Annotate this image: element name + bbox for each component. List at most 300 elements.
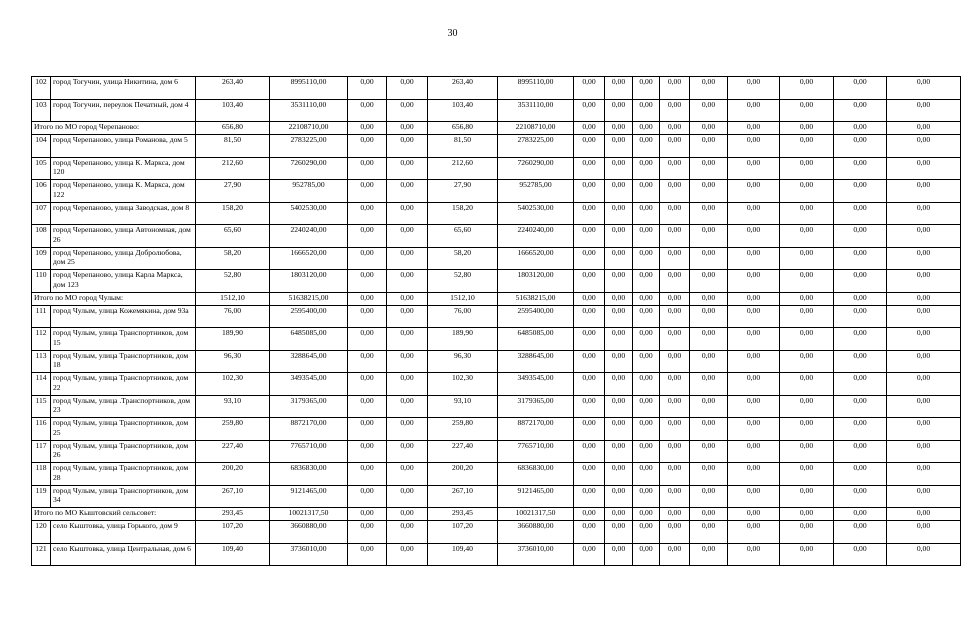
zero-value-cell: 0,00 <box>887 521 961 544</box>
zero-value-cell: 0,00 <box>728 543 780 566</box>
zero-value-cell: 0,00 <box>887 463 961 486</box>
value-cell-f: 7260290,00 <box>498 157 574 180</box>
address-cell: город Черепаново, улица Карла Маркса, дом 123 <box>51 270 196 293</box>
address-cell: город Черепаново, улица К. Маркса, дом 122 <box>51 180 196 203</box>
value-cell-c: 0,00 <box>348 99 387 122</box>
zero-value-cell: 0,00 <box>660 373 690 396</box>
zero-value-cell: 0,00 <box>780 135 834 158</box>
zero-value-cell: 0,00 <box>780 418 834 441</box>
zero-value-cell: 0,00 <box>605 247 633 270</box>
zero-value-cell: 0,00 <box>574 270 605 293</box>
row-number: 116 <box>32 418 51 441</box>
zero-value-cell: 0,00 <box>605 440 633 463</box>
zero-value-cell: 0,00 <box>690 135 728 158</box>
zero-value-cell: 0,00 <box>605 463 633 486</box>
zero-value-cell: 0,00 <box>887 395 961 418</box>
value-cell-a: 27,90 <box>196 180 270 203</box>
zero-value-cell: 0,00 <box>660 77 690 100</box>
value-cell-d: 0,00 <box>387 99 428 122</box>
zero-value-cell: 0,00 <box>574 202 605 225</box>
value-cell-c: 0,00 <box>348 395 387 418</box>
zero-value-cell: 0,00 <box>780 122 834 135</box>
zero-value-cell: 0,00 <box>887 508 961 521</box>
zero-value-cell: 0,00 <box>728 508 780 521</box>
value-cell-d: 0,00 <box>387 270 428 293</box>
zero-value-cell: 0,00 <box>834 122 887 135</box>
value-cell-a: 103,40 <box>196 99 270 122</box>
zero-value-cell: 0,00 <box>633 99 660 122</box>
zero-value-cell: 0,00 <box>728 99 780 122</box>
zero-value-cell: 0,00 <box>633 395 660 418</box>
zero-value-cell: 0,00 <box>780 395 834 418</box>
value-cell-e: 227,40 <box>428 440 498 463</box>
zero-value-cell: 0,00 <box>834 270 887 293</box>
value-cell-e: 93,10 <box>428 395 498 418</box>
value-cell-c: 0,00 <box>348 418 387 441</box>
value-cell-b: 22108710,00 <box>270 122 348 135</box>
zero-value-cell: 0,00 <box>690 122 728 135</box>
value-cell-c: 0,00 <box>348 350 387 373</box>
value-cell-e: 267,10 <box>428 485 498 508</box>
value-cell-a: 263,40 <box>196 77 270 100</box>
zero-value-cell: 0,00 <box>780 292 834 305</box>
zero-value-cell: 0,00 <box>728 292 780 305</box>
value-cell-e: 1512,10 <box>428 292 498 305</box>
row-number: 104 <box>32 135 51 158</box>
row-number: 120 <box>32 521 51 544</box>
zero-value-cell: 0,00 <box>633 543 660 566</box>
zero-value-cell: 0,00 <box>660 135 690 158</box>
zero-value-cell: 0,00 <box>574 521 605 544</box>
zero-value-cell: 0,00 <box>633 463 660 486</box>
zero-value-cell: 0,00 <box>574 418 605 441</box>
zero-value-cell: 0,00 <box>574 508 605 521</box>
table-row <box>32 373 961 396</box>
value-cell-b: 7765710,00 <box>270 440 348 463</box>
zero-value-cell: 0,00 <box>690 508 728 521</box>
row-number: 115 <box>32 395 51 418</box>
zero-value-cell: 0,00 <box>660 202 690 225</box>
subtotal-label: Итого по МО город Чулым: <box>32 292 196 305</box>
zero-value-cell: 0,00 <box>633 202 660 225</box>
value-cell-f: 6836830,00 <box>498 463 574 486</box>
zero-value-cell: 0,00 <box>690 77 728 100</box>
zero-value-cell: 0,00 <box>633 225 660 248</box>
zero-value-cell: 0,00 <box>887 225 961 248</box>
address-cell: город Чулым, улица Транспортников, дом 22 <box>51 373 196 396</box>
zero-value-cell: 0,00 <box>605 270 633 293</box>
value-cell-b: 8872170,00 <box>270 418 348 441</box>
value-cell-c: 0,00 <box>348 485 387 508</box>
value-cell-f: 2595400,00 <box>498 305 574 328</box>
value-cell-d: 0,00 <box>387 395 428 418</box>
zero-value-cell: 0,00 <box>780 225 834 248</box>
zero-value-cell: 0,00 <box>574 485 605 508</box>
table-row <box>32 270 961 293</box>
row-number: 105 <box>32 157 51 180</box>
zero-value-cell: 0,00 <box>728 135 780 158</box>
value-cell-c: 0,00 <box>348 328 387 351</box>
address-cell: город Черепаново, улица Заводская, дом 8 <box>51 202 196 225</box>
table-row <box>32 135 961 158</box>
row-number: 110 <box>32 270 51 293</box>
zero-value-cell: 0,00 <box>660 99 690 122</box>
zero-value-cell: 0,00 <box>728 122 780 135</box>
value-cell-c: 0,00 <box>348 305 387 328</box>
value-cell-b: 8995110,00 <box>270 77 348 100</box>
value-cell-f: 22108710,00 <box>498 122 574 135</box>
subtotal-label: Итого по МО Кыштовский сельсовет: <box>32 508 196 521</box>
value-cell-b: 3660880,00 <box>270 521 348 544</box>
zero-value-cell: 0,00 <box>690 373 728 396</box>
value-cell-f: 1666520,00 <box>498 247 574 270</box>
zero-value-cell: 0,00 <box>690 157 728 180</box>
zero-value-cell: 0,00 <box>660 157 690 180</box>
zero-value-cell: 0,00 <box>605 122 633 135</box>
zero-value-cell: 0,00 <box>780 157 834 180</box>
zero-value-cell: 0,00 <box>834 247 887 270</box>
zero-value-cell: 0,00 <box>633 328 660 351</box>
zero-value-cell: 0,00 <box>834 292 887 305</box>
value-cell-f: 1803120,00 <box>498 270 574 293</box>
zero-value-cell: 0,00 <box>574 350 605 373</box>
zero-value-cell: 0,00 <box>728 328 780 351</box>
zero-value-cell: 0,00 <box>834 440 887 463</box>
zero-value-cell: 0,00 <box>605 418 633 441</box>
zero-value-cell: 0,00 <box>574 395 605 418</box>
table-row <box>32 418 961 441</box>
value-cell-a: 109,40 <box>196 543 270 566</box>
zero-value-cell: 0,00 <box>887 485 961 508</box>
zero-value-cell: 0,00 <box>690 202 728 225</box>
zero-value-cell: 0,00 <box>834 521 887 544</box>
zero-value-cell: 0,00 <box>605 395 633 418</box>
value-cell-b: 5402530,00 <box>270 202 348 225</box>
row-number: 121 <box>32 543 51 566</box>
row-number: 111 <box>32 305 51 328</box>
zero-value-cell: 0,00 <box>728 418 780 441</box>
value-cell-e: 212,60 <box>428 157 498 180</box>
zero-value-cell: 0,00 <box>633 180 660 203</box>
value-cell-c: 0,00 <box>348 440 387 463</box>
zero-value-cell: 0,00 <box>834 77 887 100</box>
value-cell-b: 2783225,00 <box>270 135 348 158</box>
value-cell-d: 0,00 <box>387 521 428 544</box>
zero-value-cell: 0,00 <box>887 135 961 158</box>
zero-value-cell: 0,00 <box>834 157 887 180</box>
zero-value-cell: 0,00 <box>633 350 660 373</box>
zero-value-cell: 0,00 <box>633 305 660 328</box>
zero-value-cell: 0,00 <box>605 508 633 521</box>
value-cell-f: 10021317,50 <box>498 508 574 521</box>
subtotal-label: Итого по МО город Черепаново: <box>32 122 196 135</box>
row-number: 109 <box>32 247 51 270</box>
value-cell-e: 27,90 <box>428 180 498 203</box>
zero-value-cell: 0,00 <box>780 373 834 396</box>
value-cell-e: 81,50 <box>428 135 498 158</box>
zero-value-cell: 0,00 <box>690 418 728 441</box>
value-cell-b: 3736010,00 <box>270 543 348 566</box>
row-number: 118 <box>32 463 51 486</box>
value-cell-b: 6485085,00 <box>270 328 348 351</box>
zero-value-cell: 0,00 <box>574 157 605 180</box>
address-cell: город Чулым, улица Транспортников, дом 28 <box>51 463 196 486</box>
value-cell-b: 2240240,00 <box>270 225 348 248</box>
address-cell: город Черепаново, улица Добролюбова, дом 25 <box>51 247 196 270</box>
value-cell-a: 93,10 <box>196 395 270 418</box>
value-cell-e: 96,30 <box>428 350 498 373</box>
value-cell-c: 0,00 <box>348 521 387 544</box>
value-cell-d: 0,00 <box>387 122 428 135</box>
zero-value-cell: 0,00 <box>887 418 961 441</box>
zero-value-cell: 0,00 <box>660 543 690 566</box>
table-row <box>32 395 961 418</box>
value-cell-a: 293,45 <box>196 508 270 521</box>
value-cell-b: 952785,00 <box>270 180 348 203</box>
zero-value-cell: 0,00 <box>780 99 834 122</box>
row-number: 119 <box>32 485 51 508</box>
zero-value-cell: 0,00 <box>780 247 834 270</box>
zero-value-cell: 0,00 <box>887 440 961 463</box>
zero-value-cell: 0,00 <box>660 328 690 351</box>
zero-value-cell: 0,00 <box>834 225 887 248</box>
zero-value-cell: 0,00 <box>834 180 887 203</box>
value-cell-d: 0,00 <box>387 157 428 180</box>
zero-value-cell: 0,00 <box>728 77 780 100</box>
row-number: 113 <box>32 350 51 373</box>
value-cell-d: 0,00 <box>387 305 428 328</box>
row-number: 114 <box>32 373 51 396</box>
value-cell-e: 293,45 <box>428 508 498 521</box>
value-cell-a: 102,30 <box>196 373 270 396</box>
value-cell-a: 259,80 <box>196 418 270 441</box>
zero-value-cell: 0,00 <box>834 373 887 396</box>
value-cell-c: 0,00 <box>348 135 387 158</box>
row-number: 103 <box>32 99 51 122</box>
value-cell-b: 51638215,00 <box>270 292 348 305</box>
zero-value-cell: 0,00 <box>887 157 961 180</box>
value-cell-b: 3179365,00 <box>270 395 348 418</box>
zero-value-cell: 0,00 <box>690 305 728 328</box>
table-row <box>32 485 961 508</box>
value-cell-a: 200,20 <box>196 463 270 486</box>
zero-value-cell: 0,00 <box>780 202 834 225</box>
zero-value-cell: 0,00 <box>574 180 605 203</box>
value-cell-d: 0,00 <box>387 440 428 463</box>
zero-value-cell: 0,00 <box>780 270 834 293</box>
table-row <box>32 99 961 122</box>
value-cell-d: 0,00 <box>387 328 428 351</box>
value-cell-a: 96,30 <box>196 350 270 373</box>
table-row <box>32 180 961 203</box>
value-cell-f: 8995110,00 <box>498 77 574 100</box>
zero-value-cell: 0,00 <box>574 440 605 463</box>
address-cell: город Черепаново, улица Автономная, дом 26 <box>51 225 196 248</box>
value-cell-c: 0,00 <box>348 543 387 566</box>
zero-value-cell: 0,00 <box>660 270 690 293</box>
value-cell-d: 0,00 <box>387 508 428 521</box>
zero-value-cell: 0,00 <box>633 135 660 158</box>
row-number: 102 <box>32 77 51 100</box>
value-cell-a: 107,20 <box>196 521 270 544</box>
table-row <box>32 225 961 248</box>
zero-value-cell: 0,00 <box>690 99 728 122</box>
value-cell-f: 2783225,00 <box>498 135 574 158</box>
value-cell-f: 3288645,00 <box>498 350 574 373</box>
zero-value-cell: 0,00 <box>605 543 633 566</box>
value-cell-f: 7765710,00 <box>498 440 574 463</box>
zero-value-cell: 0,00 <box>728 373 780 396</box>
zero-value-cell: 0,00 <box>660 225 690 248</box>
value-cell-e: 103,40 <box>428 99 498 122</box>
zero-value-cell: 0,00 <box>605 99 633 122</box>
value-cell-c: 0,00 <box>348 122 387 135</box>
value-cell-d: 0,00 <box>387 180 428 203</box>
value-cell-b: 3493545,00 <box>270 373 348 396</box>
zero-value-cell: 0,00 <box>660 350 690 373</box>
zero-value-cell: 0,00 <box>834 485 887 508</box>
zero-value-cell: 0,00 <box>633 270 660 293</box>
address-cell: город Чулым, улица Кожемякина, дом 93а <box>51 305 196 328</box>
table-row <box>32 463 961 486</box>
zero-value-cell: 0,00 <box>690 440 728 463</box>
subtotal-row <box>32 508 961 521</box>
value-cell-c: 0,00 <box>348 202 387 225</box>
zero-value-cell: 0,00 <box>605 373 633 396</box>
zero-value-cell: 0,00 <box>728 270 780 293</box>
zero-value-cell: 0,00 <box>728 485 780 508</box>
value-cell-b: 3288645,00 <box>270 350 348 373</box>
zero-value-cell: 0,00 <box>633 77 660 100</box>
value-cell-d: 0,00 <box>387 373 428 396</box>
zero-value-cell: 0,00 <box>660 463 690 486</box>
zero-value-cell: 0,00 <box>660 418 690 441</box>
zero-value-cell: 0,00 <box>605 350 633 373</box>
table-row <box>32 305 961 328</box>
address-cell: город Тогучин, переулок Печатный, дом 4 <box>51 99 196 122</box>
table-row <box>32 247 961 270</box>
address-cell: город Чулым, улица .Транспортников, дом 23 <box>51 395 196 418</box>
value-cell-a: 267,10 <box>196 485 270 508</box>
subtotal-row <box>32 292 961 305</box>
value-cell-b: 9121465,00 <box>270 485 348 508</box>
zero-value-cell: 0,00 <box>728 157 780 180</box>
zero-value-cell: 0,00 <box>574 225 605 248</box>
value-cell-c: 0,00 <box>348 77 387 100</box>
zero-value-cell: 0,00 <box>690 225 728 248</box>
value-cell-b: 1666520,00 <box>270 247 348 270</box>
housing-register-table <box>31 76 961 566</box>
zero-value-cell: 0,00 <box>780 521 834 544</box>
zero-value-cell: 0,00 <box>728 395 780 418</box>
zero-value-cell: 0,00 <box>887 328 961 351</box>
zero-value-cell: 0,00 <box>660 180 690 203</box>
zero-value-cell: 0,00 <box>728 180 780 203</box>
row-number: 117 <box>32 440 51 463</box>
zero-value-cell: 0,00 <box>780 543 834 566</box>
row-number: 112 <box>32 328 51 351</box>
zero-value-cell: 0,00 <box>728 247 780 270</box>
zero-value-cell: 0,00 <box>574 463 605 486</box>
value-cell-c: 0,00 <box>348 373 387 396</box>
row-number: 107 <box>32 202 51 225</box>
zero-value-cell: 0,00 <box>633 508 660 521</box>
zero-value-cell: 0,00 <box>633 247 660 270</box>
zero-value-cell: 0,00 <box>574 328 605 351</box>
value-cell-f: 3531110,00 <box>498 99 574 122</box>
zero-value-cell: 0,00 <box>887 99 961 122</box>
zero-value-cell: 0,00 <box>728 521 780 544</box>
value-cell-b: 6836830,00 <box>270 463 348 486</box>
zero-value-cell: 0,00 <box>605 77 633 100</box>
zero-value-cell: 0,00 <box>633 485 660 508</box>
zero-value-cell: 0,00 <box>633 521 660 544</box>
zero-value-cell: 0,00 <box>660 305 690 328</box>
zero-value-cell: 0,00 <box>834 543 887 566</box>
zero-value-cell: 0,00 <box>887 350 961 373</box>
table-row <box>32 543 961 566</box>
value-cell-f: 3179365,00 <box>498 395 574 418</box>
table-row <box>32 440 961 463</box>
value-cell-c: 0,00 <box>348 157 387 180</box>
value-cell-f: 6485085,00 <box>498 328 574 351</box>
page-number: 30 <box>447 28 458 39</box>
zero-value-cell: 0,00 <box>780 328 834 351</box>
zero-value-cell: 0,00 <box>887 373 961 396</box>
zero-value-cell: 0,00 <box>605 521 633 544</box>
zero-value-cell: 0,00 <box>574 135 605 158</box>
address-cell: город Черепаново, улица К. Маркса, дом 120 <box>51 157 196 180</box>
zero-value-cell: 0,00 <box>728 225 780 248</box>
value-cell-b: 2595400,00 <box>270 305 348 328</box>
row-number: 106 <box>32 180 51 203</box>
zero-value-cell: 0,00 <box>605 485 633 508</box>
value-cell-a: 58,20 <box>196 247 270 270</box>
zero-value-cell: 0,00 <box>690 521 728 544</box>
zero-value-cell: 0,00 <box>605 292 633 305</box>
zero-value-cell: 0,00 <box>780 508 834 521</box>
zero-value-cell: 0,00 <box>574 373 605 396</box>
table-row <box>32 202 961 225</box>
zero-value-cell: 0,00 <box>690 485 728 508</box>
zero-value-cell: 0,00 <box>633 157 660 180</box>
value-cell-e: 52,80 <box>428 270 498 293</box>
zero-value-cell: 0,00 <box>605 157 633 180</box>
value-cell-f: 952785,00 <box>498 180 574 203</box>
address-cell: село Кыштовка, улица Центральная, дом 6 <box>51 543 196 566</box>
value-cell-e: 58,20 <box>428 247 498 270</box>
value-cell-e: 76,00 <box>428 305 498 328</box>
zero-value-cell: 0,00 <box>834 99 887 122</box>
value-cell-c: 0,00 <box>348 508 387 521</box>
value-cell-d: 0,00 <box>387 202 428 225</box>
table-row <box>32 328 961 351</box>
table-row <box>32 521 961 544</box>
zero-value-cell: 0,00 <box>605 202 633 225</box>
zero-value-cell: 0,00 <box>574 77 605 100</box>
zero-value-cell: 0,00 <box>574 543 605 566</box>
zero-value-cell: 0,00 <box>574 247 605 270</box>
zero-value-cell: 0,00 <box>690 180 728 203</box>
value-cell-d: 0,00 <box>387 485 428 508</box>
zero-value-cell: 0,00 <box>728 202 780 225</box>
zero-value-cell: 0,00 <box>887 543 961 566</box>
zero-value-cell: 0,00 <box>887 77 961 100</box>
zero-value-cell: 0,00 <box>887 305 961 328</box>
value-cell-c: 0,00 <box>348 247 387 270</box>
value-cell-d: 0,00 <box>387 225 428 248</box>
zero-value-cell: 0,00 <box>605 225 633 248</box>
